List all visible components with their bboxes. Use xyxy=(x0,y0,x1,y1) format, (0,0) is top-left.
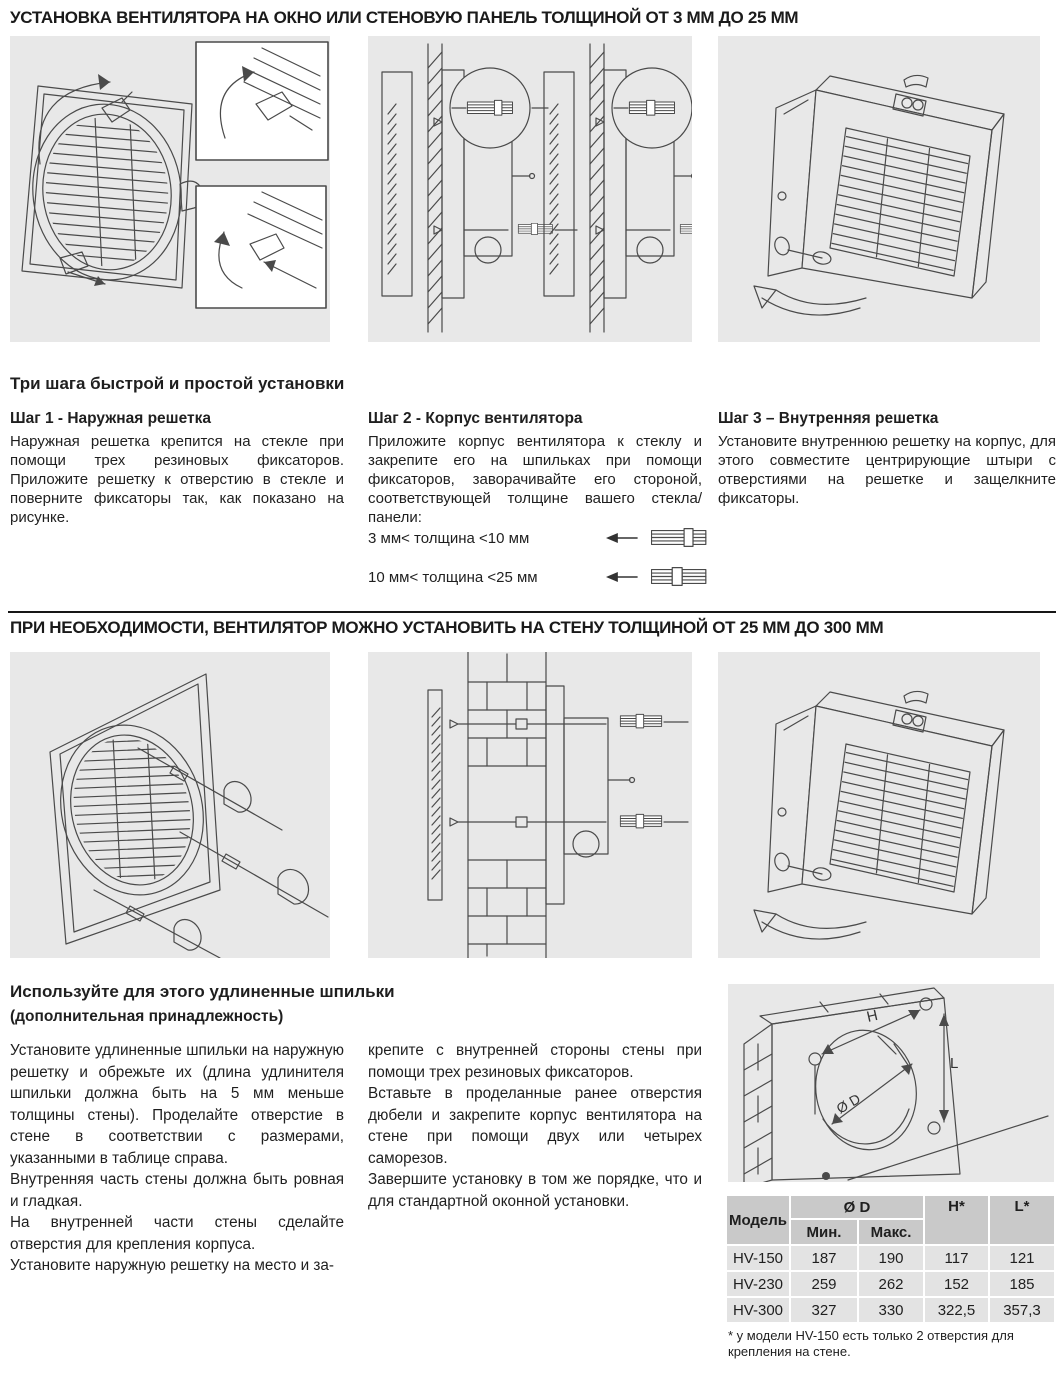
left-arrow-icon xyxy=(605,531,639,545)
illustration-assembled-fan-wall xyxy=(718,652,1040,958)
thickness-option-2-label: 10 мм< толщина <25 мм xyxy=(368,568,538,586)
table-cell-model: HV-230 xyxy=(727,1272,789,1296)
step-3-body: Установите внутреннюю решетку на корпус, для этого совместите центрирующие штыри с отверстиями на решетке и защелкните фиксаторы. xyxy=(718,433,1056,507)
table-cell-l: 185 xyxy=(990,1272,1054,1296)
table-header-diameter: Ø D xyxy=(791,1196,923,1218)
illustration-outer-grille-fixators xyxy=(10,36,330,342)
table-cell-max: 262 xyxy=(859,1272,923,1296)
wall-instructions-col1 xyxy=(10,1040,344,1277)
thickness-option-2 xyxy=(368,565,708,589)
paragraph: Внутренняя часть стены должна быть ровная и гладкая. xyxy=(10,1171,344,1210)
fixator-plug-thick-icon xyxy=(651,567,708,587)
studs-subtitle: Используйте для этого удлиненные шпильки xyxy=(10,982,395,1001)
thickness-option-1 xyxy=(368,526,708,550)
paragraph: Установите наружную решетку на место и за- xyxy=(10,1257,334,1274)
table-cell-min: 327 xyxy=(791,1298,857,1322)
paragraph: На внутренней части стены сделайте отверстия для крепления корпуса. xyxy=(10,1214,344,1253)
table-cell-max: 330 xyxy=(859,1298,923,1322)
step-2 xyxy=(368,410,702,527)
step-1-body: Наружная решетка крепится на стекле при помощи трех резиновых фиксаторов. Приложите решетку к отверстию в стекле и поверните фиксаторы так, как показано на рисунке. xyxy=(10,433,344,526)
step-1 xyxy=(10,410,344,527)
table-cell-model: HV-300 xyxy=(727,1298,789,1322)
table-cell-model: HV-150 xyxy=(727,1246,789,1270)
illustration-assembled-fan xyxy=(718,36,1040,342)
section-window-title: УСТАНОВКА ВЕНТИЛЯТОРА НА ОКНО ИЛИ СТЕНОВУЮ ПАНЕЛЬ ТОЛЩИНОЙ ОТ 3 ММ ДО 25 ММ xyxy=(10,8,799,27)
table-cell-min: 187 xyxy=(791,1246,857,1270)
paragraph: крепите с внутренней стороны стены при помощи трех резиновых фиксаторов. xyxy=(368,1042,702,1081)
illustration-grille-long-studs xyxy=(10,652,330,958)
illustration-wall-hole-dimensions xyxy=(728,984,1054,1182)
step-2-heading: Шаг 2 - Корпус вентилятора xyxy=(368,410,583,427)
table-cell-l: 121 xyxy=(990,1246,1054,1270)
step-1-heading: Шаг 1 - Наружная решетка xyxy=(10,410,211,427)
table-header-h: H* xyxy=(925,1196,988,1244)
step-3 xyxy=(718,410,1056,508)
studs-subtitle-note: (дополнительная принадлежность) xyxy=(10,1008,284,1025)
left-arrow-icon xyxy=(605,570,639,584)
illustration-side-mounting-glass xyxy=(368,36,692,342)
paragraph: Вставьте в проделанные ранее отверстия дюбели и закрепите корпус вентилятора на стене при помощи двух или четырех саморезов. xyxy=(368,1085,702,1167)
wall-instructions-col2 xyxy=(368,1040,702,1212)
dimension-l-label: L xyxy=(950,1055,959,1072)
step-3-heading: Шаг 3 – Внутренняя решетка xyxy=(718,410,939,427)
section-wall-title: ПРИ НЕОБХОДИМОСТИ, ВЕНТИЛЯТОР МОЖНО УСТАНОВИТЬ НА СТЕНУ ТОЛЩИНОЙ ОТ 25 ММ ДО 300 ММ xyxy=(10,618,884,637)
table-footnote: * у модели HV-150 есть только 2 отверстия для крепления на стене. xyxy=(728,1328,1014,1359)
step-2-body: Приложите корпус вентилятора к стеклу и закрепите его на шпильках при помощи фиксаторов, заворачивайте его стороной, соответствующей толщине вашего стекла/панели: xyxy=(368,433,702,526)
dimensions-table xyxy=(727,1196,1054,1322)
dimension-h-label: H xyxy=(865,1006,880,1026)
table-cell-h: 152 xyxy=(925,1272,988,1296)
dimension-d-label: Ø D xyxy=(833,1090,864,1117)
paragraph: Установите удлиненные шпильки на наружную решетку и обрежьте их (длина удлинителя шпильки должна быть на 5 мм меньше толщины стены). Проделайте отверстие в стене в соответствии с размерами, указанными в таблице справа. xyxy=(10,1042,344,1167)
table-header-model: Модель xyxy=(727,1196,789,1244)
paragraph: Завершите установку в том же порядке, что и для стандартной оконной установки. xyxy=(368,1171,702,1210)
table-cell-h: 322,5 xyxy=(925,1298,988,1322)
three-steps-subtitle: Три шага быстрой и простой установки xyxy=(10,374,345,393)
table-cell-l: 357,3 xyxy=(990,1298,1054,1322)
table-cell-h: 117 xyxy=(925,1246,988,1270)
illustration-wall-cross-section xyxy=(368,652,692,958)
table-header-l: L* xyxy=(990,1196,1054,1244)
fixator-plug-thin-icon xyxy=(651,528,708,548)
table-cell-max: 190 xyxy=(859,1246,923,1270)
table-cell-min: 259 xyxy=(791,1272,857,1296)
table-header-min: Мин. xyxy=(791,1220,857,1244)
section-divider xyxy=(8,611,1056,613)
thickness-option-1-label: 3 мм< толщина <10 мм xyxy=(368,529,530,547)
table-header-max: Макс. xyxy=(859,1220,923,1244)
